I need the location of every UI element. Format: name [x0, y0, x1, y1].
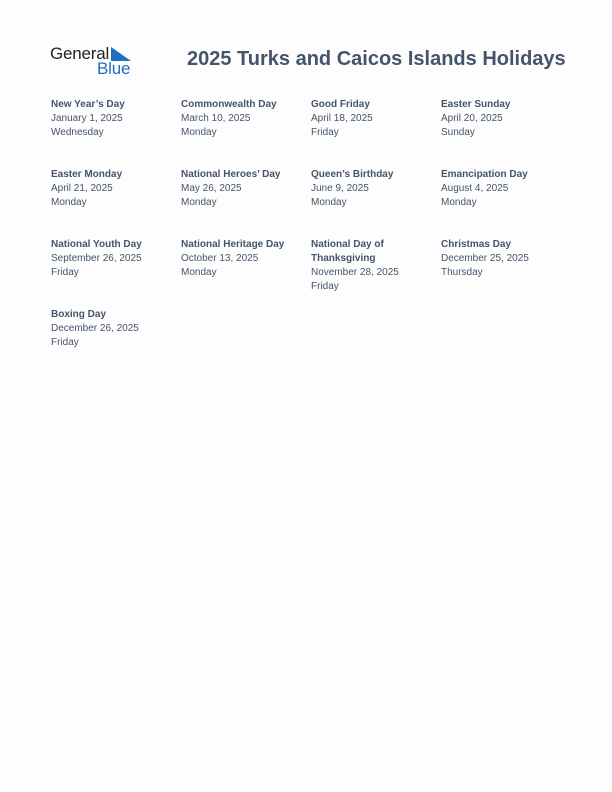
holiday-item — [441, 238, 561, 308]
holiday-grid — [51, 98, 571, 378]
holiday-item — [311, 168, 431, 238]
holiday-weekday: Friday — [51, 337, 79, 348]
holiday-name: National Heritage Day — [181, 239, 285, 250]
holiday-date: November 28, 2025 — [311, 267, 399, 278]
holiday-date: May 26, 2025 — [181, 183, 242, 194]
holiday-weekday: Friday — [51, 267, 79, 278]
holiday-weekday: Monday — [181, 197, 217, 208]
holiday-date: September 26, 2025 — [51, 253, 142, 264]
holiday-weekday: Thursday — [441, 267, 483, 278]
holiday-name: Commonwealth Day — [181, 99, 277, 110]
holiday-date: April 18, 2025 — [311, 113, 373, 124]
holiday-date: December 25, 2025 — [441, 253, 529, 264]
holiday-weekday: Wednesday — [51, 127, 104, 138]
holiday-weekday: Friday — [311, 127, 339, 138]
holiday-date: August 4, 2025 — [441, 183, 509, 194]
holiday-name: Easter Sunday — [441, 99, 511, 110]
holiday-name: Easter Monday — [51, 169, 123, 180]
holiday-item — [51, 238, 171, 308]
holiday-weekday: Monday — [51, 197, 87, 208]
holiday-item — [441, 168, 561, 238]
holiday-item — [441, 98, 561, 168]
holiday-date: April 21, 2025 — [51, 183, 113, 194]
logo-word-general: General — [50, 44, 110, 63]
holiday-item — [51, 168, 171, 238]
holiday-date: April 20, 2025 — [441, 113, 503, 124]
holiday-item — [311, 98, 431, 168]
holiday-item — [51, 308, 171, 378]
page-title: 2025 Turks and Caicos Islands Holidays — [187, 48, 566, 70]
holiday-name: Queen’s Birthday — [311, 169, 394, 180]
holiday-name: National Day of Thanksgiving — [311, 239, 384, 264]
holiday-weekday: Friday — [311, 281, 339, 292]
holiday-name: Emancipation Day — [441, 169, 528, 180]
holiday-date: October 13, 2025 — [181, 253, 259, 264]
holiday-date: January 1, 2025 — [51, 113, 123, 124]
holiday-weekday: Monday — [311, 197, 347, 208]
holiday-item — [181, 238, 301, 308]
holiday-name: New Year’s Day — [51, 99, 125, 110]
holiday-item — [181, 98, 301, 168]
holiday-weekday: Monday — [181, 127, 217, 138]
holiday-weekday: Sunday — [441, 127, 475, 138]
holiday-name: Good Friday — [311, 99, 370, 110]
holiday-item — [181, 168, 301, 238]
holiday-date: March 10, 2025 — [181, 113, 251, 124]
holiday-name: National Youth Day — [51, 239, 142, 250]
holiday-date: December 26, 2025 — [51, 323, 139, 334]
generalblue-logo — [50, 44, 140, 78]
logo-word-blue: Blue — [97, 59, 131, 78]
holiday-date: June 9, 2025 — [311, 183, 369, 194]
holiday-name: Boxing Day — [51, 309, 107, 320]
holiday-item — [51, 98, 171, 168]
holiday-item — [311, 238, 416, 308]
holiday-weekday: Monday — [441, 197, 477, 208]
holiday-name: Christmas Day — [441, 239, 512, 250]
holiday-name: National Heroes’ Day — [181, 169, 281, 180]
holiday-weekday: Monday — [181, 267, 217, 278]
